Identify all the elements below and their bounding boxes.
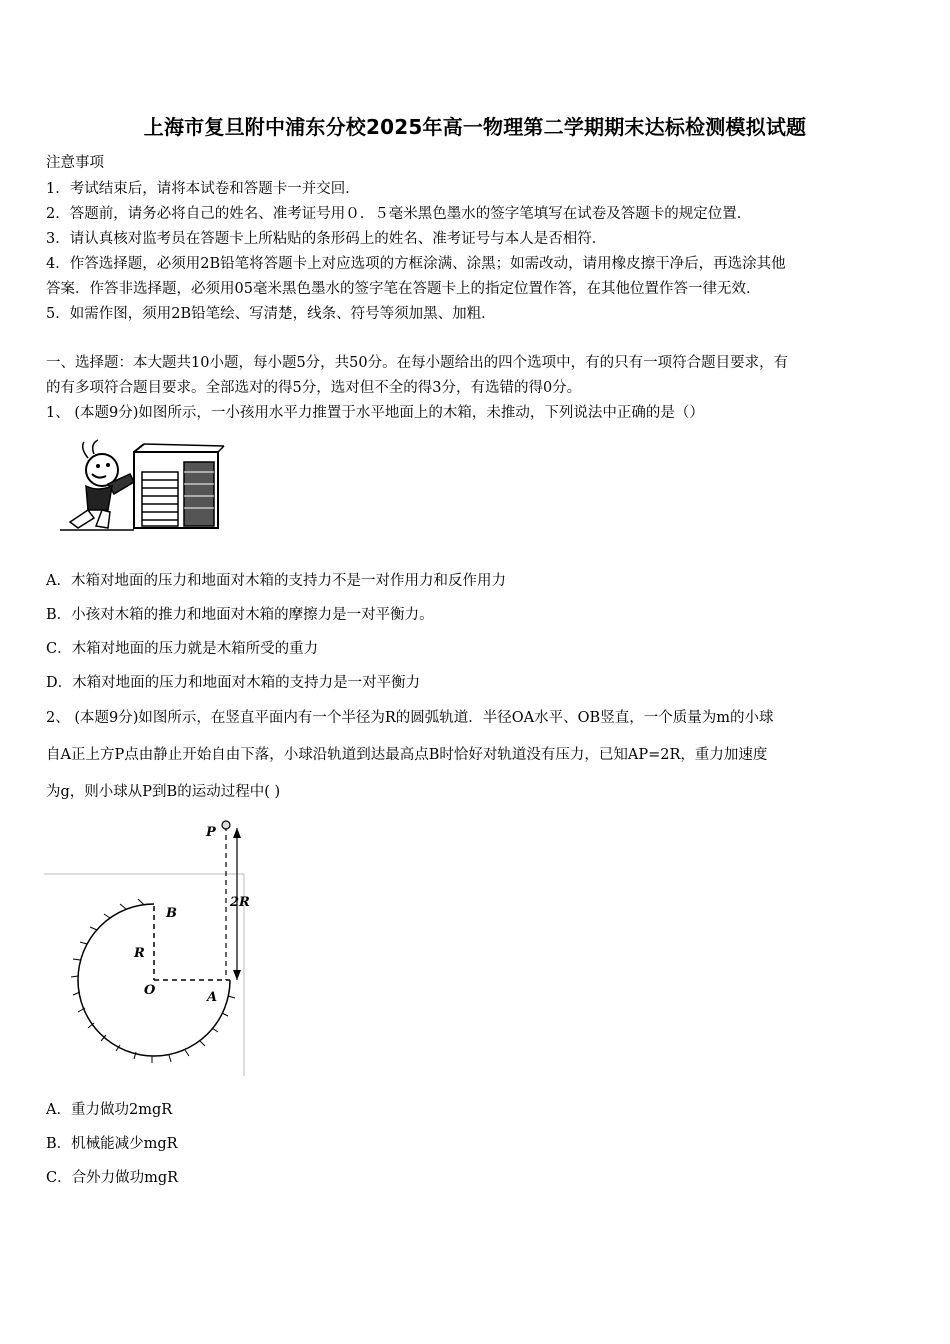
notice-item-4: 4．作答选择题，必须用2B铅笔将答题卡上对应选项的方框涂满、涂黑；如需改动，请用橡皮擦干净后，再选涂其他 <box>46 256 786 272</box>
q2-option-a: A．重力做功2mgR <box>46 1102 173 1118</box>
notice-item-5: 5．如需作图，须用2B铅笔绘、写清楚，线条、符号等须加黑、加粗． <box>46 306 496 322</box>
label-b: B <box>166 906 177 921</box>
notice-item-3: 3．请认真核对监考员在答题卡上所粘贴的条形码上的姓名、准考证号与本人是否相符． <box>46 231 607 247</box>
label-2r: 2R <box>230 895 250 910</box>
q2-stem-line-2: 自A正上方P点由静止开始自由下落，小球沿轨道到达最高点B时恰好对轨道没有压力，已知AP=2R，重力加速度 <box>46 747 768 763</box>
label-r: R <box>134 946 145 961</box>
q2-option-c: C．合外力做功mgR <box>46 1170 179 1186</box>
arc-hatching <box>71 899 235 1063</box>
q2-stem-line-1: 2、 (本题9分)如图所示，在竖直平面内有一个半径为R的圆弧轨道．半径OA水平、OB竖直，一个质量为m的小球 <box>46 710 774 726</box>
notice-item-1: 1．考试结束后，请将本试卷和答题卡一并交回． <box>46 181 360 197</box>
notice-item-4-cont: 答案．作答非选择题，必须用05毫米黑色墨水的签字笔在答题卡上的指定位置作答，在其他位置作答一律无效． <box>46 281 761 297</box>
section-intro-line-1: 一、选择题：本大题共10小题，每小题5分，共50分。在每小题给出的四个选项中，有的只有一项符合题目要求，有 <box>46 355 789 371</box>
q2-option-b: B．机械能减少mgR <box>46 1136 178 1152</box>
label-p: P <box>206 825 216 840</box>
child-pushing-box-figure <box>58 438 226 534</box>
wooden-box-icon <box>134 444 224 528</box>
page-title: 上海市复旦附中浦东分校2025年高一物理第二学期期末达标检测模拟试题 <box>143 115 807 139</box>
ball-icon <box>222 821 230 829</box>
q1-option-b: B．小孩对木箱的推力和地面对木箱的摩擦力是一对平衡力。 <box>46 607 434 623</box>
notice-item-2: 2．答题前，请务必将自己的姓名、准考证号用０．５毫米黑色墨水的签字笔填写在试卷及答题卡的规定位置． <box>46 206 752 222</box>
arc-track-figure <box>44 816 254 1078</box>
q1-option-d: D．木箱对地面的压力和地面对木箱的支持力是一对平衡力 <box>46 675 421 691</box>
q1-option-c: C．木箱对地面的压力就是木箱所受的重力 <box>46 641 319 657</box>
section-intro-line-2: 的有多项符合题目要求。全部选对的得5分，选对但不全的得3分，有选错的得0分。 <box>46 380 582 396</box>
child-icon <box>60 440 134 530</box>
label-o: O <box>144 983 156 998</box>
q1-stem: 1、 (本题9分)如图所示，一小孩用水平力推置于水平地面上的木箱，未推动，下列说法中正确的是（） <box>46 405 704 421</box>
q2-stem-line-3: 为g，则小球从P到B的运动过程中( ) <box>46 784 281 800</box>
q1-option-a: A．木箱对地面的压力和地面对木箱的支持力不是一对作用力和反作用力 <box>46 573 506 589</box>
label-a: A <box>207 990 218 1005</box>
notice-heading: 注意事项 <box>46 155 104 171</box>
